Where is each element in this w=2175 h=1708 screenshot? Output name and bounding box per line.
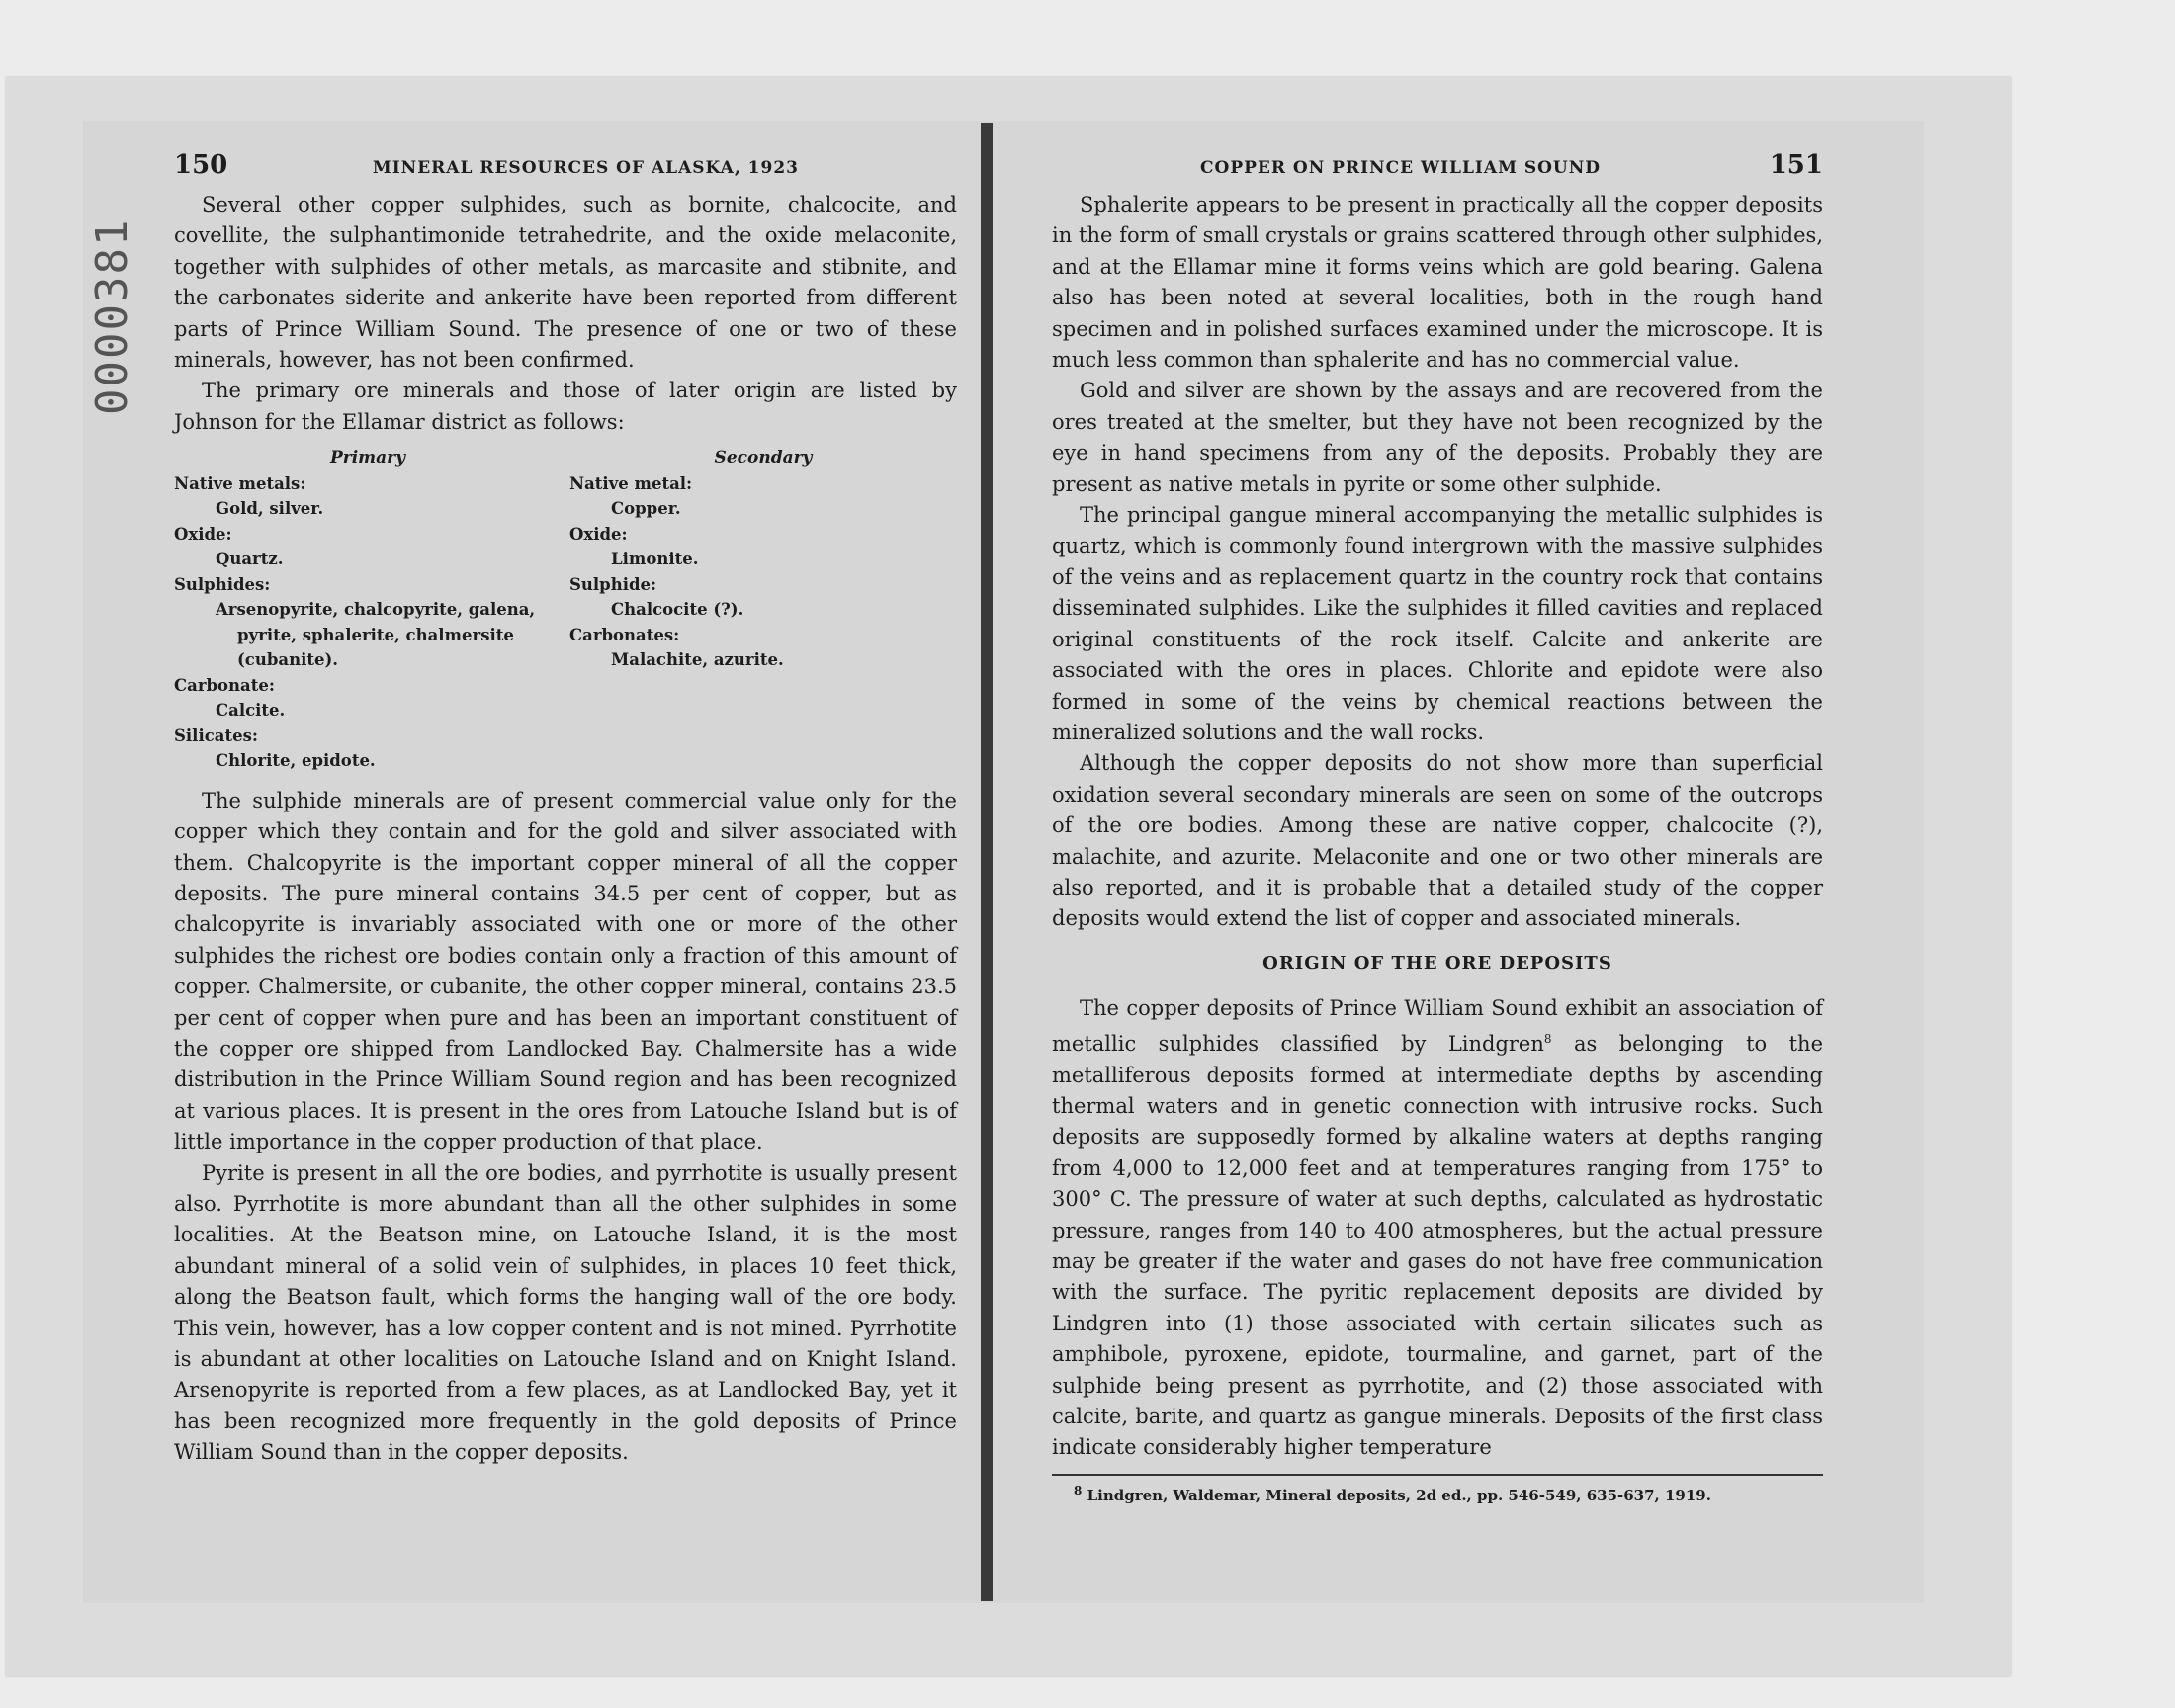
left-paragraph-1: Several other copper sulphides, such as bornite, chalcocite, and covellite, the sulphantimonide tetrahedrite, and the oxide melaconite, together with sulphides of other metals, as marcasite and stibnite, and the carbonates siderite and ankerite have been reported from different parts of Prince William Sound. The presence of one or two of these minerals, however, has not been confirmed. — [174, 193, 957, 373]
primary-items: Quartz. — [216, 550, 284, 569]
primary-items: Arsenopyrite, chalcopyrite, galena, pyrite, sphalerite, chalmersite (cubanite). — [216, 600, 536, 670]
secondary-heading: Secondary — [714, 448, 813, 469]
primary-items: Calcite. — [216, 701, 286, 721]
footnote-rule — [1052, 1474, 1823, 1476]
footnote-reference: 8 — [1543, 1032, 1552, 1047]
footnote-text: Lindgren, Waldemar, Mineral deposits, 2d ed., pp. 546-549, 635-637, 1919. — [1087, 1486, 1711, 1504]
footnote-mark: 8 — [1074, 1483, 1083, 1497]
secondary-items: Malachite, azurite. — [611, 650, 784, 670]
right-paragraph-5 — [1052, 993, 1823, 1464]
primary-items: Gold, silver. — [216, 499, 324, 519]
secondary-category: Oxide: — [569, 524, 628, 544]
primary-category: Carbonate: — [174, 675, 275, 695]
primary-column — [174, 446, 562, 774]
minerals-table — [174, 446, 957, 774]
left-paragraph-3: The sulphide minerals are of present commercial value only for the copper which they contain and for the gold and silver associated with them. Chalcopyrite is the important copper mineral of all the copper deposits. The pure mineral contains 34.5 per cent of copper, but as chalcopyrite is invariably associated with one or more of the other sulphides the richest ore bodies contain only a fraction of this amount of copper. Chalmersite, or cubanite, the other copper mineral, contains 23.5 per cent of copper when pure and has been an important constituent of the copper ore shipped from Landlocked Bay. Chalmersite has a wide distribution in the Prince William Sound region and has been recognized at various places. It is present in the ores from Latouche Island but is of little importance in the copper production of that place. — [174, 788, 957, 1154]
primary-category: Oxide: — [174, 524, 232, 544]
right-paragraph-5-part-b: as belonging to the metalliferous deposits formed at intermediate depths by ascending thermal waters and in genetic connection with intrusive rocks. Such deposits are supposedly formed by alkaline waters at depths ranging from 4,000 to 12,000 feet and at temperatures ranging from 175° to 300° C. The pressure of water at such depths, calculated as hydrostatic pressure, ranges from 140 to 400 atmospheres, but the actual pressure may be greater if the water and gases do not have free communication with the surface. The pyritic replacement deposits are divided by Lindgren into (1) those associated with certain silicates such as amphibole, pyroxene, epidote, tourmaline, and garnet, part of the sulphide being present as pyrrhotite, and (2) those associated with calcite, barite, and quartz as gangue minerals. Deposits of the first class indicate considerably higher temperature — [1052, 1032, 1823, 1460]
primary-heading: Primary — [329, 448, 406, 469]
section-heading: ORIGIN OF THE ORE DEPOSITS — [1262, 952, 1612, 974]
left-page-number: 150 — [174, 150, 228, 180]
secondary-category: Carbonates: — [569, 625, 680, 644]
right-page — [1052, 150, 1823, 1504]
secondary-items: Copper. — [611, 499, 681, 519]
right-running-head — [1052, 150, 1823, 190]
right-paragraph-3: The principal gangue mineral accompanying the metallic sulphides is quartz, which is commonly found intergrown with the massive sulphides of the veins and as replacement quartz in the country rock that contains disseminated sulphides. Like the sulphides it filled cavities and replaced original constituents of the rock itself. Calcite and ankerite are associated with the ores in places. Chlorite and epidote were also formed in some of the veins by chemical reactions between the mineralized solutions and the wall rocks. — [1052, 503, 1823, 744]
secondary-items: Limonite. — [611, 550, 699, 569]
secondary-category: Sulphide: — [569, 574, 657, 594]
left-running-title: MINERAL RESOURCES OF ALASKA, 1923 — [372, 158, 799, 178]
book-gutter — [981, 123, 993, 1601]
right-page-number: 151 — [1769, 150, 1823, 180]
secondary-items: Chalcocite (?). — [611, 600, 744, 620]
right-paragraph-4: Although the copper deposits do not show more than superficial oxidation several secondary minerals are seen on some of the outcrops of the ore bodies. Among these are native copper, chalcocite (?), malachite, and azurite. Melaconite and one or two other minerals are also reported, and it is probable that a detailed study of the copper deposits would extend the list of copper and associated minerals. — [1052, 751, 1823, 931]
left-page — [174, 150, 957, 1469]
secondary-category: Native metal: — [569, 473, 693, 493]
footnote — [1052, 1484, 1823, 1504]
left-running-head — [174, 150, 957, 190]
right-paragraph-2: Gold and silver are shown by the assays and are recovered from the ores treated at the smelter, but they have not been recognized by the eye in hand specimens from any of the deposits. Probably they are present as native metals in pyrite or some other sulphide. — [1052, 379, 1823, 496]
primary-category: Silicates: — [174, 726, 258, 745]
right-paragraph-5-part-a: The copper deposits of Prince William Sound exhibit an association of metallic sulphides classified by Lindgren — [1052, 995, 1823, 1057]
right-paragraph-1: Sphalerite appears to be present in practically all the copper deposits in the form of small crystals or grains scattered through other sulphides, and at the Ellamar mine it forms veins which are gold bearing. Galena also has been noted at several localities, both in the rough hand specimen and in polished surfaces examined under the microscope. It is much less common than sphalerite and has no commercial value. — [1052, 193, 1823, 373]
primary-items: Chlorite, epidote. — [216, 751, 376, 771]
archive-stamp: 0000381 — [87, 217, 137, 415]
left-paragraph-2: The primary ore minerals and those of later origin are listed by Johnson for the Ellamar district as follows: — [174, 379, 957, 434]
primary-category: Native metals: — [174, 473, 306, 493]
left-paragraph-4: Pyrite is present in all the ore bodies, and pyrrhotite is usually present also. Pyrrhotite is more abundant than all the other sulphides in some localities. At the Beatson mine, on Latouche Island, it is the most abundant mineral of a solid vein of sulphides, in places 10 feet thick, along the Beatson fault, which forms the hanging wall of the ore body. This vein, however, has a low copper content and is not mined. Pyrrhotite is abundant at other localities on Latouche Island and on Knight Island. Arsenopyrite is reported from a few places, as at Landlocked Bay, yet it has been recognized more frequently in the gold deposits of Prince William Sound than in the copper deposits. — [174, 1160, 957, 1465]
secondary-column — [562, 446, 957, 774]
primary-category: Sulphides: — [174, 574, 271, 594]
right-running-title: COPPER ON PRINCE WILLIAM SOUND — [1200, 158, 1602, 178]
